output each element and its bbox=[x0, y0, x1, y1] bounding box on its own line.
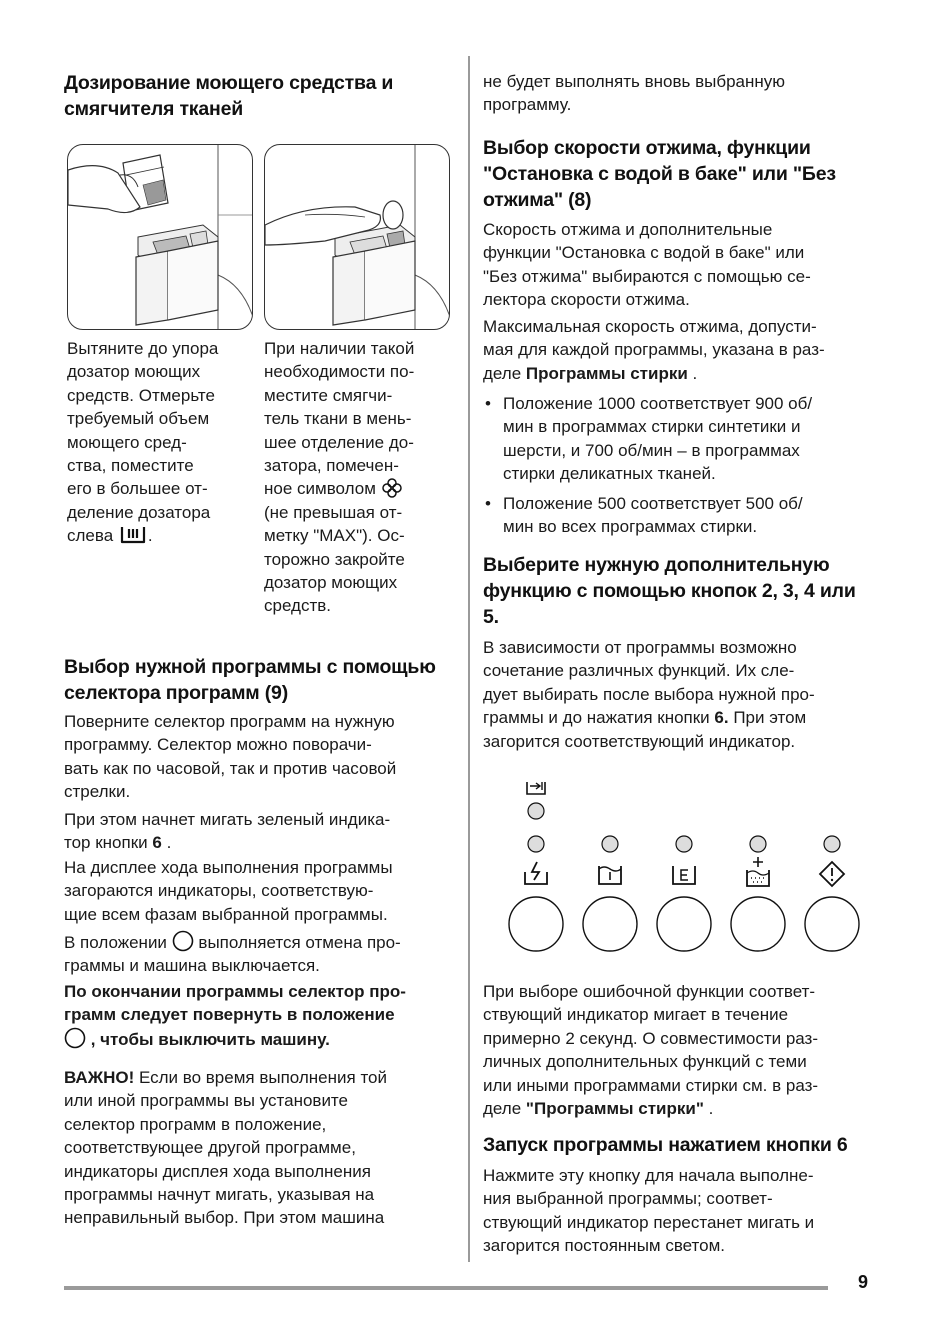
function-buttons-row bbox=[509, 897, 859, 951]
bullet-dot: • bbox=[485, 494, 491, 513]
extra-functions-para-2: При выборе ошибочной функции соответ- ствующий индикатор мигает в течение примерно 2 секунд. О совместимости раз- личных дополнительных функций с теми или иными программами стирки см. в раз- деле "Программы стирки" . bbox=[483, 982, 819, 1119]
figure-caption-2: При наличии такой необходимости по- местите смягчи- тель ткани в мень- шее отделение до- затора, помечен- ное символом (не превышая от- метку "MAX"). Ос- торожно закройте дозатор моющих средств. bbox=[264, 339, 415, 616]
control-panel-illustration bbox=[483, 772, 883, 962]
spin-speed-para-2: Максимальная скорость отжима, допусти- мая для каждой программы, указана в раз- деле Программы стирки . bbox=[483, 317, 825, 383]
section-title-start: Запуск программы нажатием кнопки 6 bbox=[483, 1134, 848, 1156]
dispenser-illustration-1 bbox=[67, 144, 253, 330]
time-saver-icon bbox=[673, 866, 695, 884]
program-selector-para-3: На дисплее хода выполнения программы загораются индикаторы, соответствую- щие всем фазам выбранной программы. bbox=[64, 858, 393, 924]
indicator-led-row bbox=[528, 836, 840, 852]
stain-indicator-icon bbox=[527, 782, 545, 819]
program-selector-para-4: В положении выполняется отмена про- граммы и машина выключается. bbox=[64, 930, 464, 978]
off-position-icon bbox=[172, 930, 194, 952]
detergent-compartment-icon bbox=[118, 525, 148, 545]
extra-functions-para-1: В зависимости от программы возможно сочетание различных функций. Их сле- дует выбирать после выбора нужной про- граммы и до нажатия кнопки 6. При этом загорится соответствующий индикатор. bbox=[483, 638, 815, 751]
off-position-icon bbox=[64, 1027, 86, 1049]
bullet-dot: • bbox=[485, 394, 491, 413]
footer-bar bbox=[64, 1286, 828, 1290]
column-divider bbox=[468, 56, 470, 1262]
spin-speed-para-1: Скорость отжима и дополнительные функции "Остановка с водой в баке" или "Без отжима" выбираются с помощью се- лектора скорости отжима. bbox=[483, 220, 811, 310]
start-pause-icon bbox=[820, 862, 844, 886]
continued-text: не будет выполнять вновь выбранную программу. bbox=[483, 72, 786, 115]
softener-flower-icon bbox=[381, 478, 403, 498]
page-number: 9 bbox=[858, 1272, 869, 1292]
section-title-program-selector: Выбор нужной программы с помощью селектора программ (9) bbox=[64, 656, 436, 704]
section-title-extra-functions: Выберите нужную дополнительную функцию с помощью кнопок 2, 3, 4 или 5. bbox=[483, 554, 856, 628]
rinse-hold-icon bbox=[599, 866, 621, 884]
important-note: ВАЖНО! Если во время выполнения той или иной программы вы установите селектор программ в положение, соответствующее другой программе, индикаторы дисплея хода выполнения программы начнут мигать, указывая на неправильный выбор. При этом машина bbox=[64, 1068, 387, 1228]
program-selector-para-1: Поверните селектор программ на нужную программу. Селектор можно поворачи- вать как по часовой, так и против часовой стрелки. bbox=[64, 712, 397, 802]
program-selector-end-note: По окончании программы селектор про- грамм следует повернуть в положение , чтобы выключить машину. bbox=[64, 982, 406, 1049]
dispenser-illustration-2 bbox=[264, 144, 450, 330]
section-title-spin-speed: Выбор скорости отжима, функции "Остановка с водой в баке" или "Без отжима" (8) bbox=[483, 137, 836, 211]
program-selector-para-2: При этом начнет мигать зеленый индика- тор кнопки 6 . bbox=[64, 810, 391, 853]
figure-caption-1: Вытяните до упора дозатор моющих средств. Отмерьте требуемый объем моющего сред- ства, поместите его в большее от- деление дозатора слева . bbox=[67, 339, 219, 546]
start-para: Нажмите эту кнопку для начала выполне- ния выбранной программы; соответ- ствующий индикатор перестанет мигать и загорится постоянным светом. bbox=[483, 1166, 815, 1256]
prewash-icon bbox=[525, 862, 547, 884]
section-title-dosing: Дозирование моющего средства и смягчителя тканей bbox=[64, 72, 394, 120]
extra-rinse-icon bbox=[747, 857, 769, 886]
